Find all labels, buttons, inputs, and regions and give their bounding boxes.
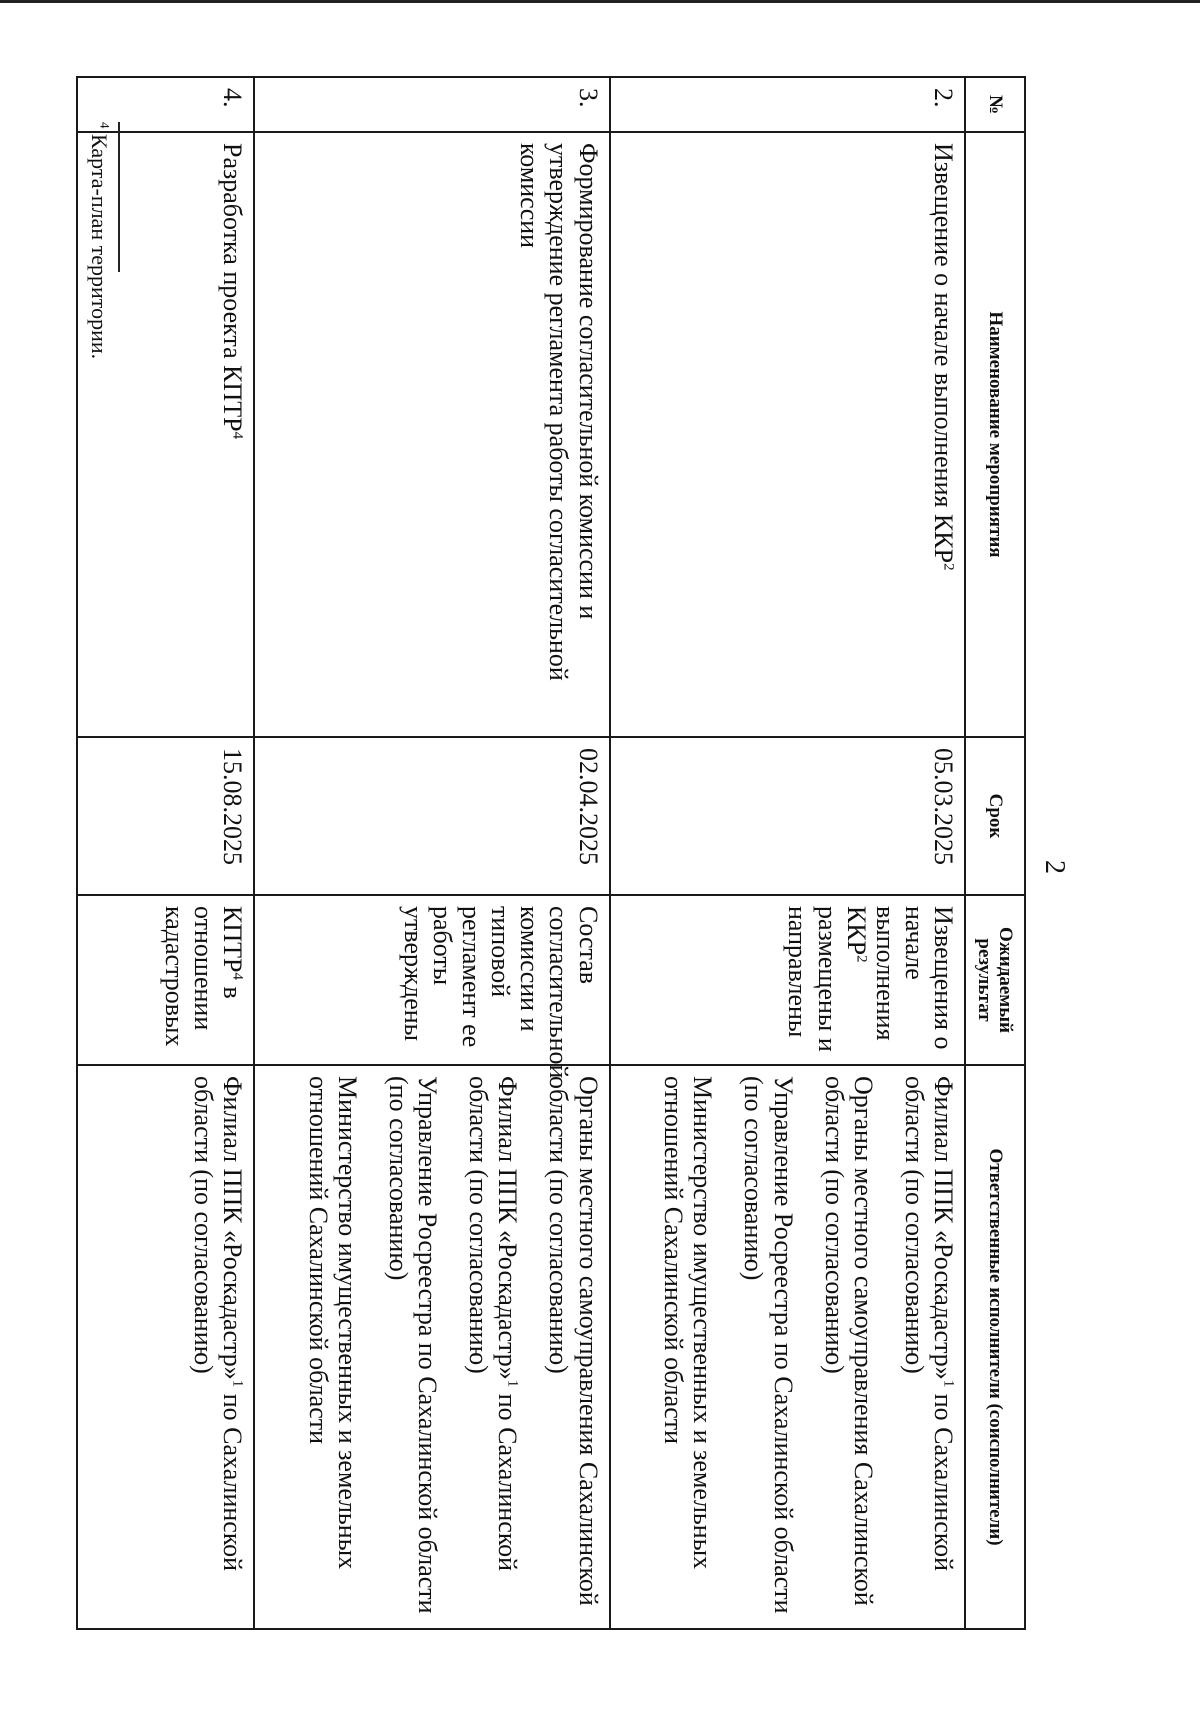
row-result-text: КПТР: [218, 906, 248, 973]
row-result: [77, 895, 254, 1065]
row-date: 02.04.2025: [254, 737, 609, 895]
row-responsible: [610, 1065, 965, 1629]
row-num: 2.: [610, 77, 965, 132]
row-name-text: Извещение о начале выполнения ККР: [929, 143, 958, 564]
row-result: [254, 895, 609, 1079]
responsible-text: Филиал ППК «Роскадастр»: [929, 1076, 958, 1380]
responsible-text-cont: по Сахалинской области (по согласованию): [189, 1076, 248, 1572]
footnote-ref: 1: [229, 1379, 246, 1388]
footnote-ref: 4: [229, 431, 246, 440]
responsible-text-cont: по Сахалинской области (по согласованию): [899, 1076, 958, 1572]
responsible-text: Управление Росреестра по Сахалинской области (по согласованию): [739, 1076, 798, 1614]
responsible-entry: [384, 1076, 442, 1618]
footnote-ref: 2: [853, 955, 870, 963]
row-result: [610, 895, 965, 1065]
footnote-ref: 1: [505, 1379, 522, 1388]
header-name: Наименование мероприятия: [965, 132, 1025, 737]
footnote-ref: 1: [940, 1379, 957, 1388]
row-name-text: Формирование согласительной комиссии и утверждение регламента работы согласительной комиссии: [515, 143, 603, 681]
table-row: [254, 77, 609, 1629]
header-num: №: [965, 77, 1025, 132]
footnote-ref: 4: [229, 972, 246, 980]
row-result-text: Извещения о начале выполнения ККР: [841, 906, 958, 1050]
row-date: 05.03.2025: [610, 737, 965, 895]
row-num: 3.: [254, 77, 609, 132]
row-date: 15.08.2025: [77, 737, 254, 895]
row-name: [610, 132, 965, 737]
responsible-entry: [544, 1076, 602, 1618]
responsible-entry: [189, 1076, 247, 1618]
responsible-entry: [464, 1076, 522, 1618]
footnote-mark: 4: [97, 122, 113, 129]
footnote: [86, 122, 112, 359]
row-responsible: [254, 1065, 609, 1629]
header-responsible: Ответственные исполнители (соисполнители): [965, 1065, 1025, 1629]
row-responsible: [77, 1065, 254, 1629]
table-row: [610, 77, 965, 1629]
row-result-clip: [105, 906, 247, 1054]
footnote-ref: 2: [940, 563, 957, 571]
row-num: 4.: [77, 77, 254, 132]
page-number: 2: [1039, 860, 1070, 874]
responsible-text: Министерство имущественных и земельных отношений Сахалинской области: [659, 1076, 718, 1570]
row-result-text-cont: в отношении кадастровых: [160, 906, 248, 1047]
responsible-text: Филиал ППК «Роскадастр»: [218, 1076, 248, 1380]
footnote-text: Карта-план территории.: [87, 128, 112, 360]
row-result-text-cont: размещены и направлены: [783, 906, 842, 1052]
header-date: Срок: [965, 737, 1025, 895]
row-result-text: Состав согласительной комиссии и типовой регламент ее работы утверждены: [398, 906, 603, 1079]
footnote-separator: [118, 122, 120, 272]
header-result: Ожидаемый результат: [965, 895, 1025, 1065]
responsible-entry: [739, 1076, 797, 1618]
responsible-entry: [820, 1076, 878, 1618]
responsible-entry: [900, 1076, 958, 1618]
responsible-entry: [659, 1076, 717, 1618]
responsible-text: Филиал ППК «Роскадастр»: [493, 1076, 523, 1380]
responsible-text-cont: по Сахалинской области (по согласованию): [464, 1076, 523, 1572]
responsible-text: Органы местного самоуправления Сахалинской области (по согласованию): [819, 1076, 878, 1606]
responsible-text: Министерство имущественных и земельных отношений Сахалинской области: [303, 1076, 362, 1570]
responsible-text: Органы местного самоуправления Сахалинской области (по согласованию): [544, 1076, 603, 1606]
table-header-row: [965, 77, 1025, 1629]
event-plan-table: [76, 76, 1026, 1630]
responsible-entry: [304, 1076, 362, 1618]
row-name: [254, 132, 609, 737]
responsible-text: Управление Росреестра по Сахалинской области (по согласованию): [384, 1076, 443, 1614]
row-name-text: Разработка проекта КПТР: [218, 143, 248, 432]
